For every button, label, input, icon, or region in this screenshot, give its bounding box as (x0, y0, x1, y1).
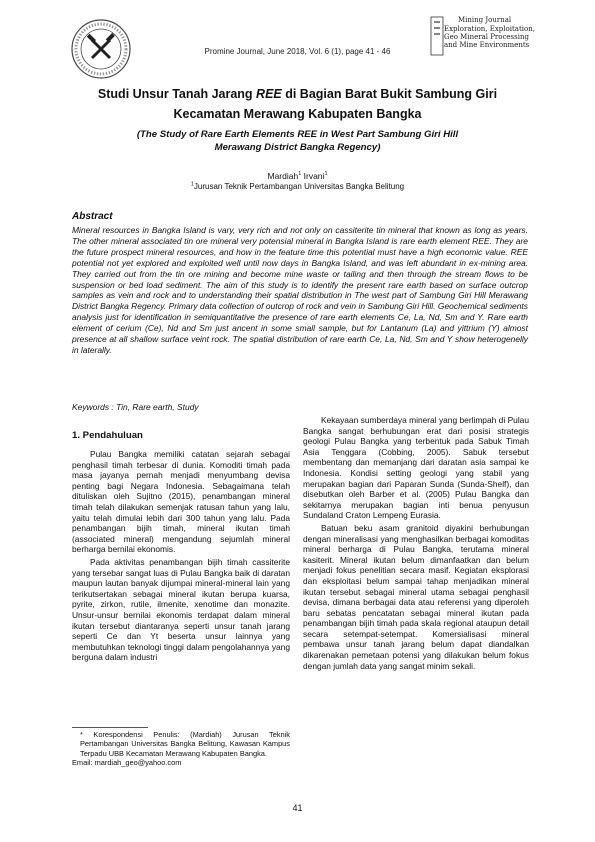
body-paragraph: Pulau Bangka memiliki catatan sejarah sebagai penghasil timah terbesar di dunia. Komoditi timah pada masa jayanya pernah menjadi menyumbang devisa penting bagi Negara Indonesia. Sebagaimana telah dituliskan oleh Sujitno (2015), penambangan mineral timah telah dilakukan semenjak ratusan tahun yang lalu, yaitu telah dimulai lebih dari 300 tahun yang lalu. Pada penambangan bijih timah, mineral ikutan timah (associated mineral) mengandung sejumlah mineral berharga bernilai ekonomis. (72, 449, 290, 555)
body-paragraph: Kekayaan sumberdaya mineral yang berlimpah di Pulau Bangka sangat berhubungan erat dari posisi strategis geologi Pulau Bangka yang terbentuk pada Sabuk Timah Asia Tenggara (Cobbing, 2005). Sabuk tersebut membentang dan memanjang dari daratan asia sampai ke Indonesia. Kondisi setting geologi yang stabil yang merupakan bagian dari Paparan Sunda (Sunda-Shelf), dan disebutkan oleh Barber et al. (2005) Pulau Bangka dan sekitarnya merupakan bagian inti benua penyusun Sundaland Craton Lempeng Eurasia. (303, 415, 529, 521)
english-title (40, 128, 555, 154)
body-paragraph: Pada aktivitas penambangan bijih timah cassiterite yang tersebar sangat luas di Pulau Bangka baik di daratan maupun lautan banyak dijumpai mineral-mineral lain yang terikutsertakan sebagai mineral ikutan berupa kuarsa, pyrite, zirkon, rutile, ilmenite, xenotime dan monazite. Unsur-unsur bernilai ekonomis terdapat dalam mineral ikutan tersebut diantaranya seperti unsur tanah jarang seperti Ce dan Yt beserta unsur lainnya yang membutuhkan teknologi tinggi dalam pengolahannya yang berguna dalam industri (72, 556, 290, 663)
affiliation-sup: 1 (190, 181, 194, 188)
body-column-left (72, 418, 290, 663)
journal-citation-line: Promine Journal, June 2018, Vol. 6 (1), page 41 - 46 (204, 47, 391, 56)
title-text: Studi Unsur Tanah Jarang (97, 87, 257, 101)
affiliation-text: Jurusan Teknik Pertambangan Universitas Bangka Belitung (193, 182, 405, 191)
abstract-heading: Abstract (72, 211, 113, 222)
page-number: 41 (292, 803, 303, 813)
paper-title (40, 84, 555, 124)
title-italic-term: REE (256, 87, 282, 101)
footnote-email: Email: mardiah_geo@yahoo.com (72, 758, 182, 768)
affiliation (0, 181, 595, 192)
english-title-line-2: Merawang District Bangka Regency) (214, 142, 381, 153)
logo-text-line: Exploration, Exploitation, (444, 25, 535, 33)
footnote-divider (72, 727, 148, 728)
english-title-line-1: (The Study of Rare Earth Elements REE in West Part Sambung Giri Hill (136, 129, 459, 140)
author-name: Mardiah (267, 171, 299, 181)
footnote-text: * Korespondensi Penulis: (Mardiah) Jurusan Teknik Pertambangan Universitas Bangka Belitung, Kawasan Kampus Terpadu UBB Kecamatan Merawang Kabupaten Bangka. (80, 730, 290, 758)
author-sup: 1 (324, 171, 328, 178)
logo-text-line: Mining Journal (458, 16, 512, 24)
title-line-2: Kecamatan Merawang Kabupaten Bangka (173, 107, 422, 121)
journal-brand-logo (430, 14, 535, 74)
footnote (72, 730, 290, 768)
title-text: di Bagian Barat Bukit Sambung Giri (281, 87, 498, 101)
logo-text-line: and Mine Environments (444, 41, 530, 49)
keywords: Keywords : Tin, Rare earth, Study (72, 402, 199, 412)
section-heading: 1. Pendahuluan (72, 430, 143, 441)
author-name: Irvani (303, 171, 325, 181)
author-sup: 1 (298, 171, 302, 178)
body-paragraph: Batuan beku asam granitoid diyakini berhubungan dengan mineralisasi yang menghasilkan berbagai komoditas mineral berharga di Pulau Bangka, terutama mineral kasiterit. Mineral ikutan belum dimanfaatkan dan belum menjadi fokus penelitian secara masif. Kegiatan eksplorasi dan eksploitasi belum sampai tahap menjadikan mineral ikutan tersebut sebagai mineral utama sebagai penghasil devisa, dimana berbagai data atau referensi yang diperoleh baru sebatas pencatatan sebagai mineral ikutan pada penambangan bijih timah pada skala regional ataupun detail secara setempat-setempat. Komersialisasi mineral pembawa unsur tanah jarang belum dapat diandalkan dikarenakan pemetaan potensi yang dilakukan belum fokus dengan jumlah data yang sangat minim sekali. (303, 522, 529, 671)
body-column-right (303, 415, 529, 671)
abstract-text: Mineral resources in Bangka Island is vary, very rich and not only on cassiterite tin mineral that known as long as years. The other mineral associated tin ore mineral very potensial mineral in Bangka Island is rare earth element REE. They are the future prospect mineral resources, and how in the feature time this potential must have a high economic value. REE potential not yet explored and exploited well until now days in Bangka Island, and was left abundant in ex-mining area. They carried out from the tin ore mining and become mine waste or tailing and then through the stream flows to be suspension or bed load sediment. The aim of this study is to identify the present rare earth based on surface outcrop samples as vein and rock and to understanding their spatial distribution in The west part of Sambung Giri Hill Merawang District Bangka Regency. Primary data collection of outcrop of rock and vein in Sambung Giri Hill. Geochemical sediments analysis just for identification in semiquantitative the presence of rare earth elements Ce, La, Nd, Sm and Y. Rare earth element of cerium (Ce), Nd and Sm just ancent in some small sample, but for Lantanum (La) and yittrium (Y) almost presence at all shallow surface veint rock. The spatial distribution of rare earth Ce, La, Nd, Sm and Y show heterogenelly in laterally. (72, 225, 528, 355)
logo-text-line: Geo Mineral Processing (444, 33, 529, 41)
